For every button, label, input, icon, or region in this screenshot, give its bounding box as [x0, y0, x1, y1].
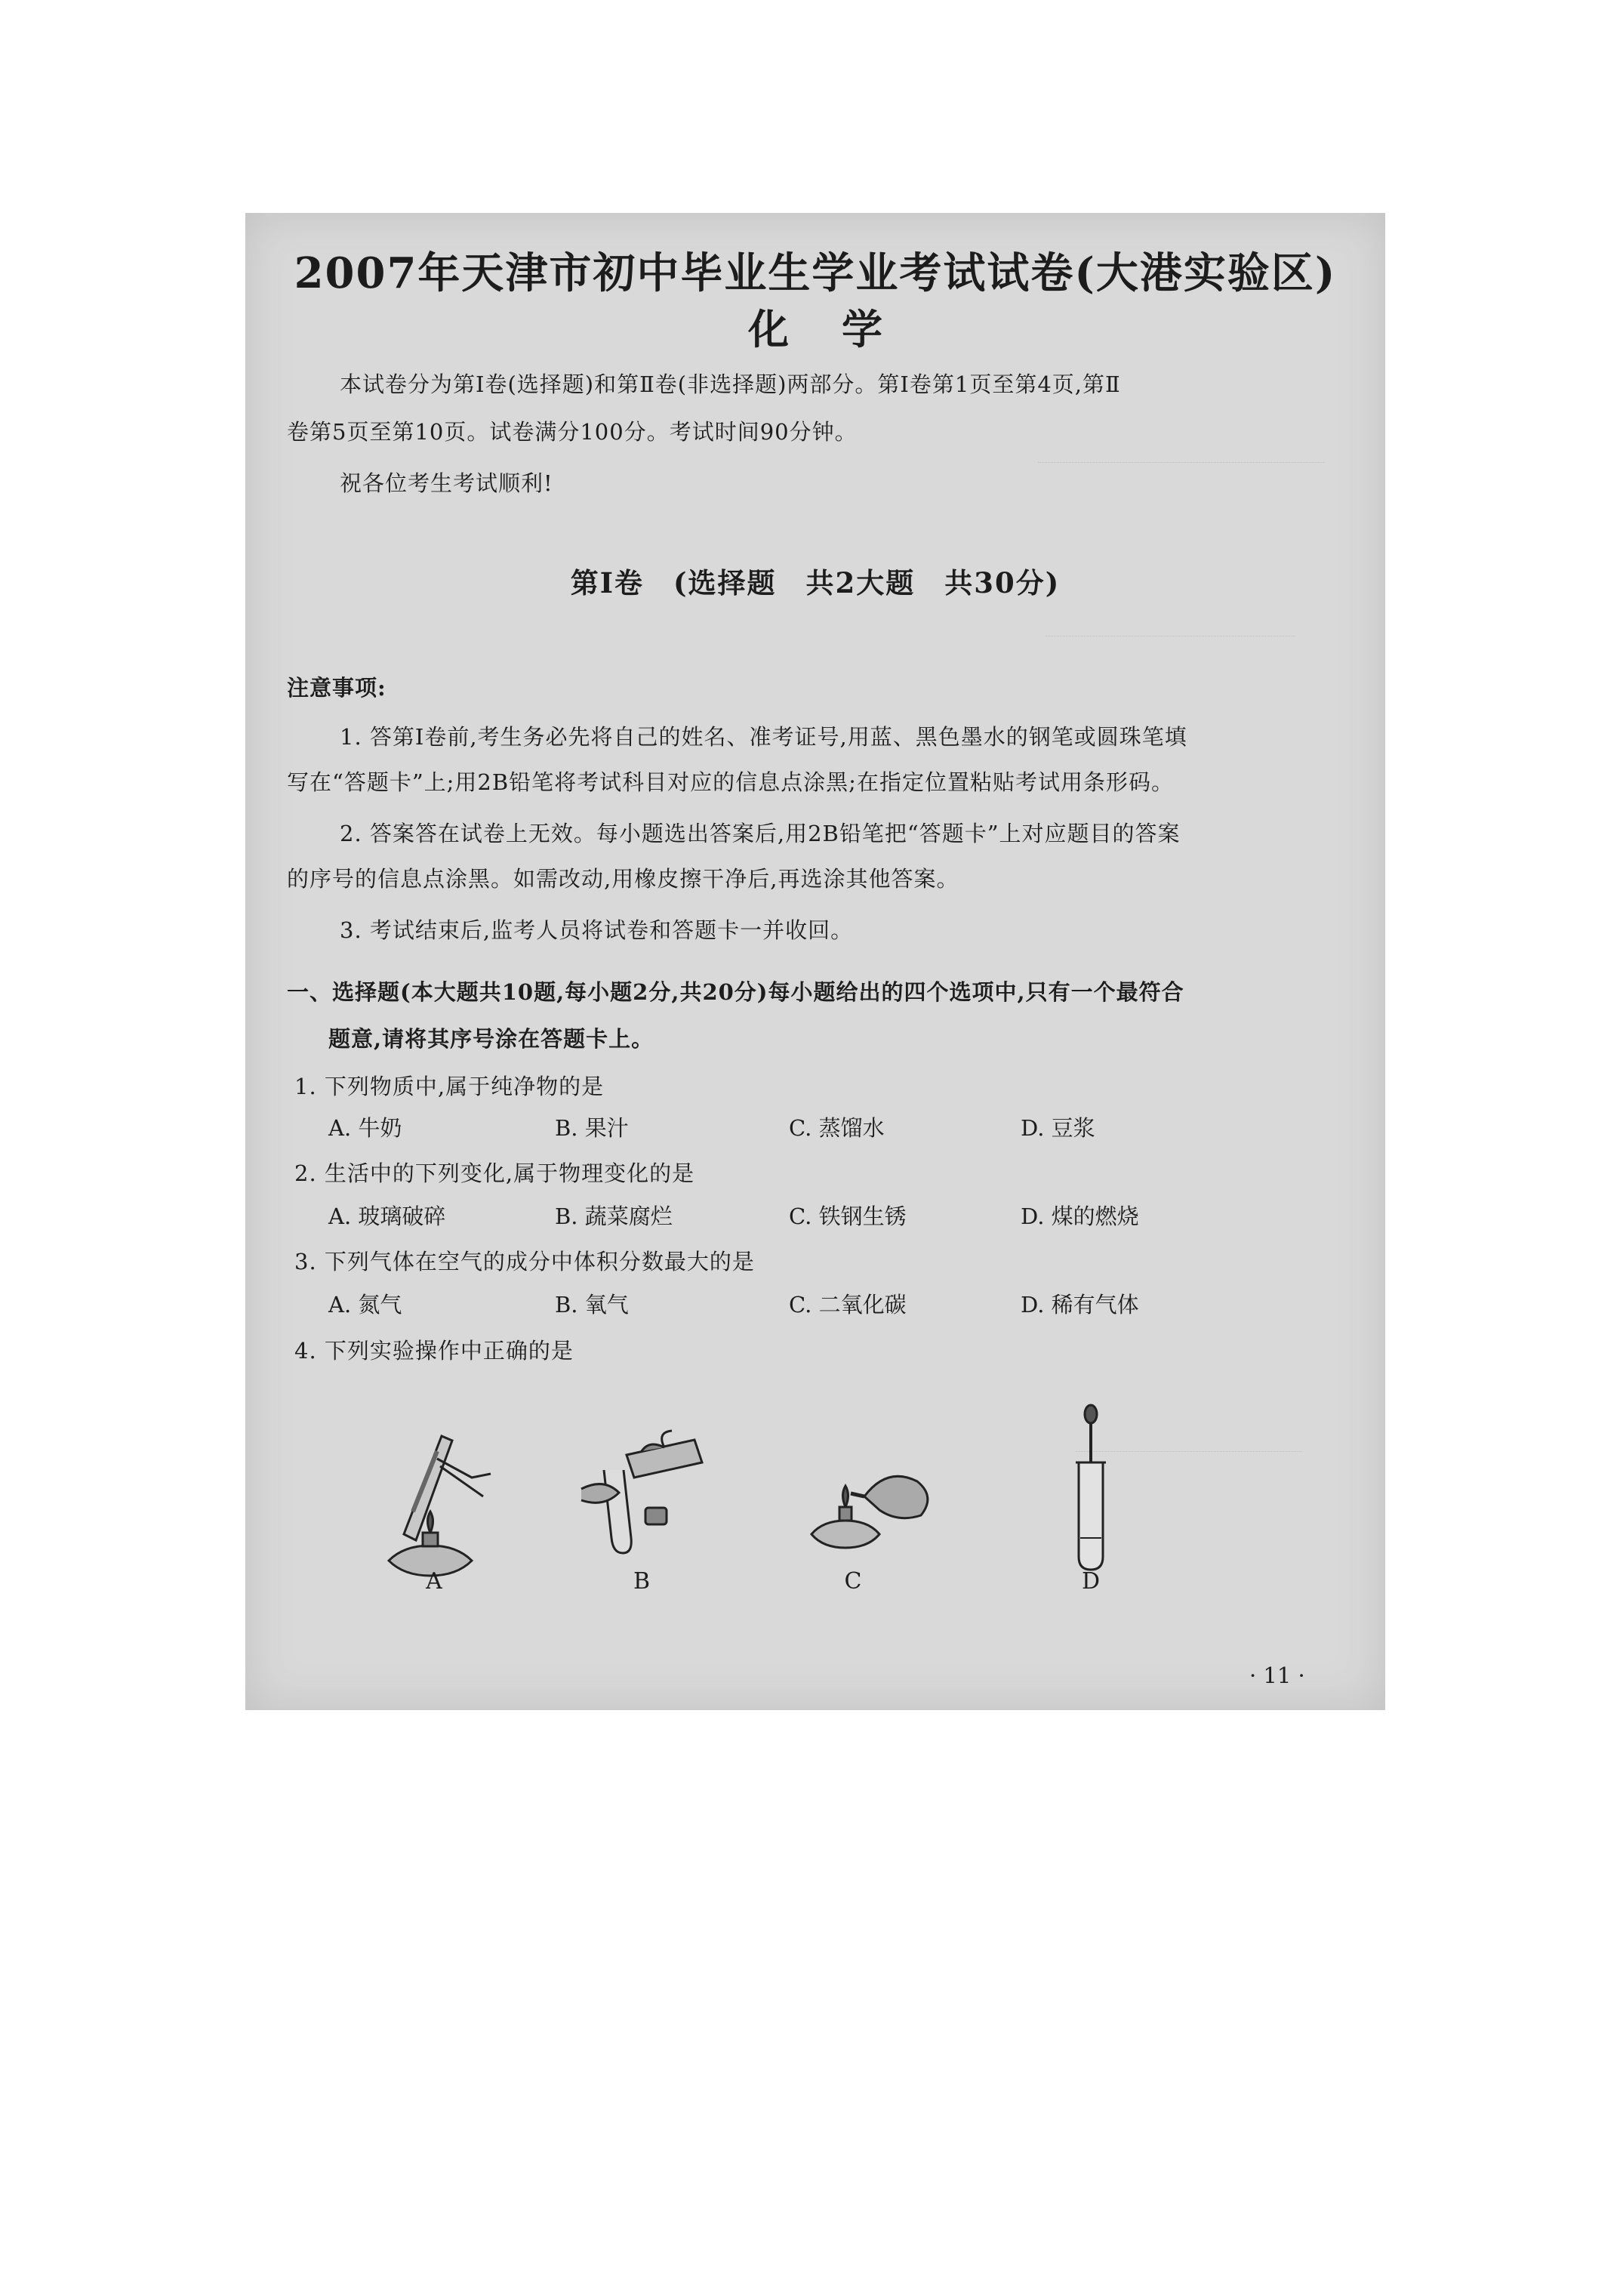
- figure-d-label: D: [1081, 1568, 1101, 1595]
- question-4-stem: 4. 下列实验操作中正确的是: [294, 1338, 574, 1364]
- exam-title: 2007年天津市初中毕业生学业考试试卷(大港实验区): [294, 248, 1337, 298]
- question-1-option-a: A. 牛奶: [328, 1115, 402, 1141]
- question-1-option-d: D. 豆浆: [1021, 1115, 1095, 1141]
- figure-c-label: C: [844, 1568, 862, 1595]
- question-2-option-b: B. 蔬菜腐烂: [555, 1203, 673, 1229]
- subject-title: 化学: [748, 305, 935, 353]
- note-3: 3. 考试结束后,监考人员将试卷和答题卡一并收回。: [340, 917, 854, 943]
- question-3-option-d: D. 稀有气体: [1021, 1292, 1139, 1318]
- question-1-stem: 1. 下列物质中,属于纯净物的是: [294, 1074, 605, 1099]
- question-3-stem: 3. 下列气体在空气的成分中体积分数最大的是: [294, 1249, 755, 1274]
- note-1-line-2: 写在“答题卡”上;用2B铅笔将考试科目对应的信息点涂黑;在指定位置粘贴考试用条形码。: [287, 769, 1174, 795]
- dropper-in-test-tube-icon: [1068, 1402, 1113, 1576]
- question-2-stem: 2. 生活中的下列变化,属于物理变化的是: [294, 1160, 695, 1186]
- intro-line-1: 本试卷分为第Ⅰ卷(选择题)和第Ⅱ卷(非选择题)两部分。第Ⅰ卷第1页至第4页,第Ⅱ: [340, 371, 1121, 397]
- bleed-through-line: [1038, 462, 1325, 463]
- note-1-line-1: 1. 答第Ⅰ卷前,考生务必先将自己的姓名、准考证号,用蓝、黑色墨水的钢笔或圆珠笔填: [340, 724, 1187, 750]
- question-1-option-c: C. 蒸馏水: [789, 1115, 885, 1141]
- question-2-option-d: D. 煤的燃烧: [1021, 1203, 1139, 1229]
- pouring-reagent-icon: [551, 1425, 725, 1576]
- lighting-alcohol-lamp-icon: [796, 1451, 947, 1572]
- notes-heading: 注意事项:: [287, 675, 387, 701]
- question-3-option-a: A. 氮气: [328, 1292, 402, 1318]
- note-2-line-1: 2. 答案答在试卷上无效。每小题选出答案后,用2B铅笔把“答题卡”上对应题目的答案: [340, 821, 1181, 846]
- figure-a-label: A: [426, 1568, 442, 1595]
- note-2-line-2: 的序号的信息点涂黑。如需改动,用橡皮擦干净后,再选涂其他答案。: [287, 866, 959, 892]
- figure-b-label: B: [633, 1568, 651, 1595]
- question-2-option-a: A. 玻璃破碎: [328, 1203, 446, 1229]
- page-number: · 11 ·: [1249, 1663, 1305, 1688]
- question-2-option-c: C. 铁钢生锈: [789, 1203, 907, 1229]
- question-3-option-b: B. 氧气: [555, 1292, 629, 1318]
- question-1-option-b: B. 果汁: [555, 1115, 629, 1141]
- part1-instruction-line-1: 一、选择题(本大题共10题,每小题2分,共20分)每小题给出的四个选项中,只有一个最符合: [287, 979, 1184, 1005]
- question-3-option-c: C. 二氧化碳: [789, 1292, 907, 1318]
- good-luck-text: 祝各位考生考试顺利!: [340, 470, 553, 496]
- section-heading: 第Ⅰ卷 (选择题 共2大题 共30分): [570, 566, 1061, 599]
- scanned-exam-page: [245, 213, 1385, 1710]
- part1-instruction-line-2: 题意,请将其序号涂在答题卡上。: [328, 1026, 654, 1052]
- intro-line-2: 卷第5页至第10页。试卷满分100分。考试时间90分钟。: [287, 419, 858, 445]
